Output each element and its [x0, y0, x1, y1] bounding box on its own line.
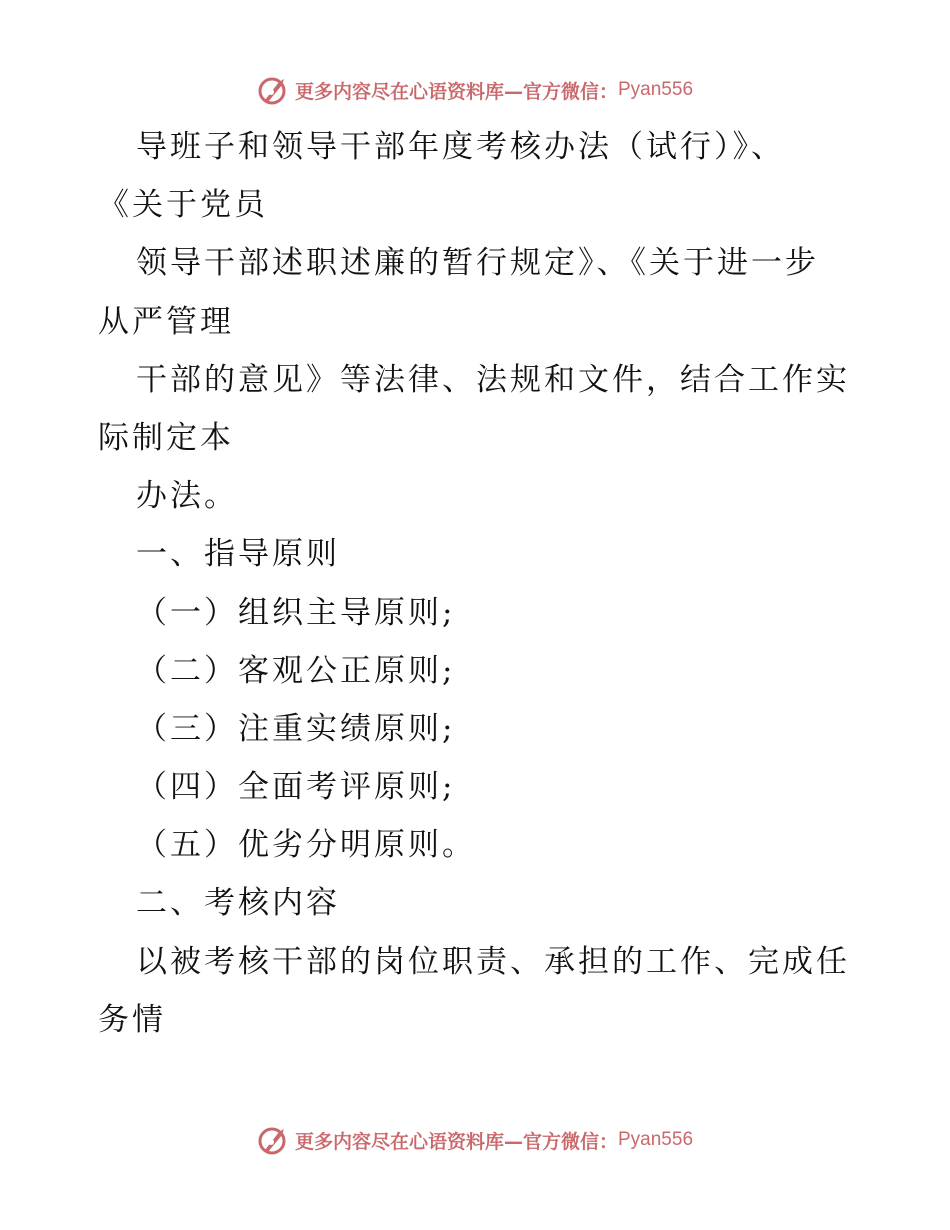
section-heading: 二、考核内容: [136, 885, 340, 922]
principle-item: （一）组织主导原则;: [136, 594, 456, 631]
document-body: [98, 118, 858, 1049]
principle-item: （二）客观公正原则;: [136, 652, 456, 689]
wechat-id: Pyan556: [618, 1129, 694, 1150]
wechat-id: Pyan556: [618, 79, 694, 100]
watermark-text: 更多内容尽在心语资料库—官方微信：: [294, 1130, 618, 1153]
footer-watermark: [0, 1120, 950, 1160]
pen-logo-icon: [257, 73, 291, 107]
section-heading: 一、指导原则: [136, 536, 340, 573]
text-line: 导班子和领导干部年度考核办法（试行）》、: [136, 129, 785, 165]
pen-logo-icon: [257, 1123, 291, 1157]
principle-item: （三）注重实绩原则;: [136, 710, 456, 747]
header-watermark: [0, 70, 950, 110]
text-line: 领导干部述职述廉的暂行规定》、《关于进一步: [136, 245, 819, 282]
text-line: 从严管理: [98, 303, 234, 340]
principle-item: （四）全面考评原则;: [136, 769, 456, 806]
principle-item: （五）优劣分明原则。: [136, 827, 476, 864]
text-line: 以被考核干部的岗位职责、承担的工作、完成任: [136, 943, 850, 980]
text-line: 干部的意见》等法律、法规和文件，结合工作实: [136, 361, 850, 398]
watermark-text: 更多内容尽在心语资料库—官方微信：: [294, 80, 618, 103]
text-line: 《关于党员: [98, 187, 268, 224]
text-line: 务情: [98, 1001, 166, 1038]
text-line: 办法。: [136, 478, 238, 515]
text-line: 际制定本: [98, 419, 234, 456]
